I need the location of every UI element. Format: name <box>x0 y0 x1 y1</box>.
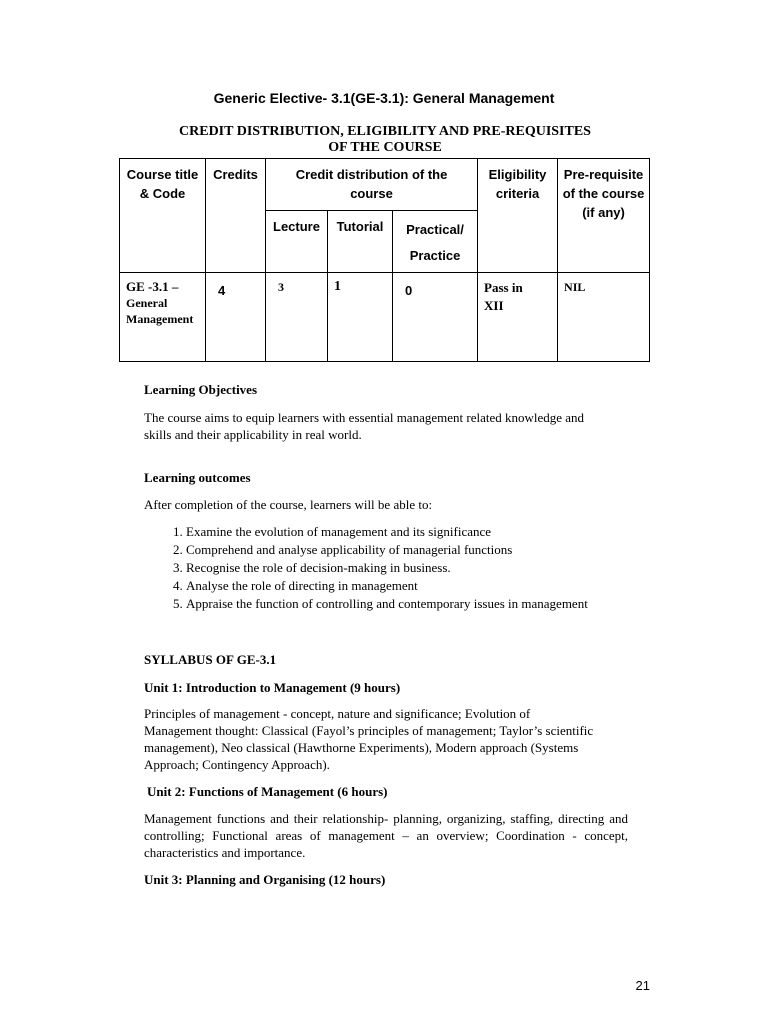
table-heading <box>160 124 610 156</box>
cell-credits: 4 <box>206 273 266 362</box>
unit2-text: Management functions and their relationship- planning, organizing, staffing, directing and controlling; Functional areas of management – an overview; Coordination - concept, characteristics and importance. <box>144 811 628 860</box>
cell-lecture: 3 <box>266 273 328 362</box>
syllabus-heading: SYLLABUS OF GE-3.1 <box>144 652 277 667</box>
header-course-title: Course title & Code <box>120 159 206 273</box>
header-prerequisite: Pre-requisite of the course (if any) <box>558 159 650 273</box>
learning-outcomes-list <box>172 523 656 613</box>
learning-outcomes-heading: Learning outcomes <box>144 470 251 485</box>
header-credit-distribution: Credit distribution of the course <box>266 159 478 211</box>
learning-objectives-heading: Learning Objectives <box>144 382 258 397</box>
list-item: 3. Recognise the role of decision-making in business. <box>186 559 656 577</box>
learning-outcomes-intro: After completion of the course, learners will be able to: <box>144 497 433 512</box>
header-lecture: Lecture <box>266 211 328 273</box>
header-tutorial: Tutorial <box>328 211 393 273</box>
course-name: General Management <box>126 296 194 326</box>
list-item: 4. Analyse the role of directing in management <box>186 577 656 595</box>
cell-prerequisite: NIL <box>558 273 650 362</box>
unit1-text: Principles of management - concept, nature and significance; Evolution of Management thought: Classical (Fayol’s principles of management; Taylor’s scientific management), Neo classical (Hawthorne Experiments), Modern approach (Systems Approach; Contingency Approach). <box>144 706 594 772</box>
list-item: 1. Examine the evolution of management and its significance <box>186 523 656 541</box>
credit-distribution-table <box>119 158 650 362</box>
cell-tutorial: 1 <box>328 273 393 362</box>
page-number: 21 <box>635 978 650 993</box>
unit3-title: Unit 3: Planning and Organising (12 hours) <box>144 872 386 887</box>
header-credits: Credits <box>206 159 266 273</box>
learning-objectives-text: The course aims to equip learners with essential management related knowledge and skills and their applicability in real world. <box>144 410 585 442</box>
course-code: GE -3.1 – <box>126 279 179 294</box>
header-practical: Practical/ Practice <box>393 211 478 273</box>
cell-practical: 0 <box>393 273 478 362</box>
list-item: 2. Comprehend and analyse applicability of managerial functions <box>186 541 656 559</box>
table-heading-line2: OF THE COURSE <box>328 140 442 155</box>
list-item: 5. Appraise the function of controlling and contemporary issues in management <box>186 595 656 613</box>
unit2-title: Unit 2: Functions of Management (6 hours) <box>147 784 388 799</box>
header-eligibility: Eligibility criteria <box>478 159 558 273</box>
cell-course-code <box>120 273 206 362</box>
document-title: Generic Elective- 3.1(GE-3.1): General Management <box>213 90 555 106</box>
table-heading-line1: CREDIT DISTRIBUTION, ELIGIBILITY AND PRE-REQUISITES <box>179 124 591 139</box>
cell-eligibility: Pass in XII <box>478 273 558 362</box>
unit1-title: Unit 1: Introduction to Management (9 hours) <box>144 680 401 695</box>
